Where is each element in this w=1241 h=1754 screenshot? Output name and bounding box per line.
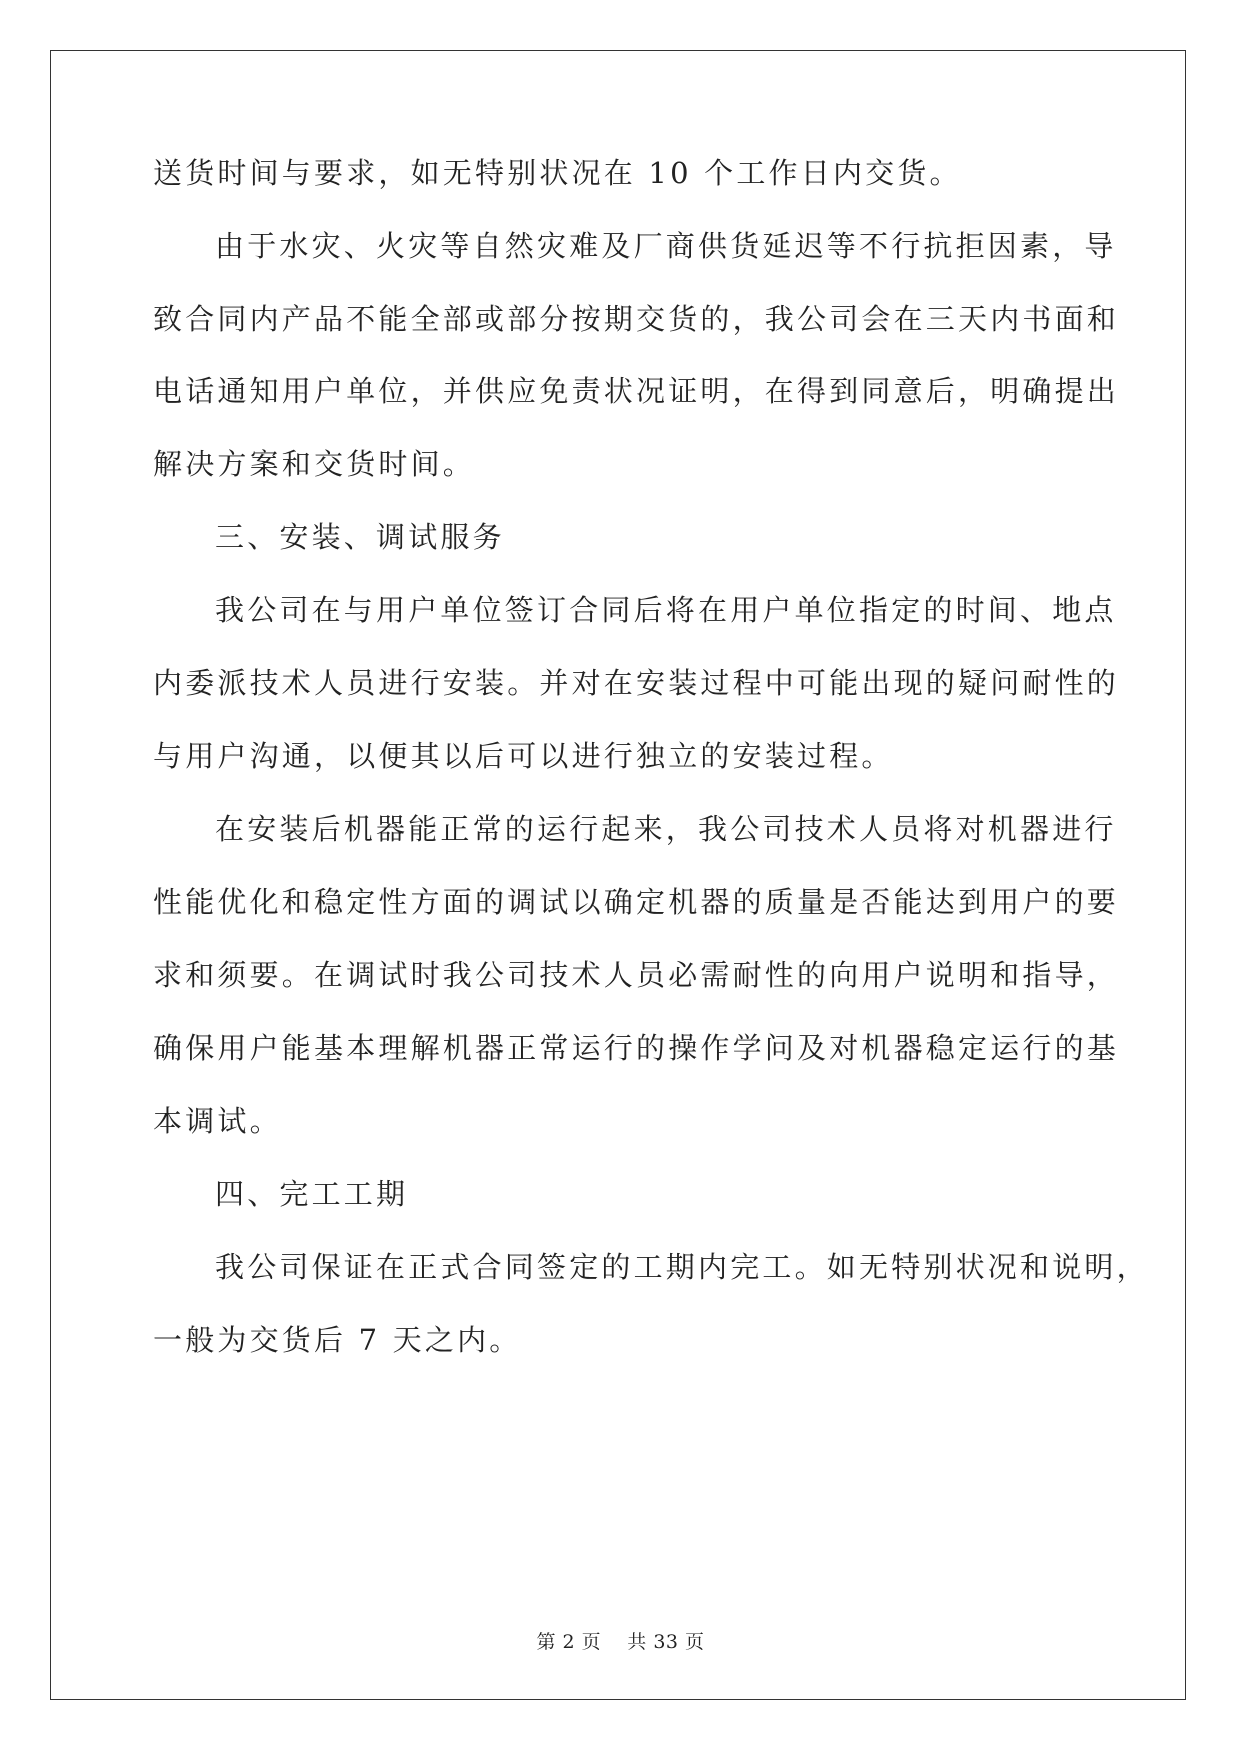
body-line: 电话通知用户单位，并供应免责状况证明，在得到同意后，明确提出 — [153, 374, 1120, 408]
page-footer: 第 2 页 共 33 页 — [536, 1631, 705, 1653]
body-line: 内委派技术人员进行安装。并对在安装过程中可能出现的疑问耐性的 — [153, 666, 1120, 700]
page-border — [50, 50, 1186, 1700]
body-line: 一般为交货后 7 天之内。 — [153, 1323, 522, 1357]
section-heading: 四、完工工期 — [215, 1177, 409, 1211]
body-line: 由于水灾、火灾等自然灾难及厂商供货延迟等不行抗拒因素，导 — [215, 229, 1117, 263]
body-line: 求和须要。在调试时我公司技术人员必需耐性的向用户说明和指导， — [153, 958, 1120, 992]
body-line: 我公司保证在正式合同签定的工期内完工。如无特别状况和说明， — [215, 1250, 1149, 1284]
body-line: 解决方案和交货时间。 — [153, 447, 476, 481]
body-line: 我公司在与用户单位签订合同后将在用户单位指定的时间、地点 — [215, 593, 1117, 627]
body-line: 本调试。 — [153, 1104, 282, 1138]
body-line: 确保用户能基本理解机器正常运行的操作学问及对机器稳定运行的基 — [153, 1031, 1120, 1065]
body-line: 在安装后机器能正常的运行起来，我公司技术人员将对机器进行 — [215, 812, 1117, 846]
body-line: 致合同内产品不能全部或部分按期交货的，我公司会在三天内书面和 — [153, 302, 1120, 336]
body-line: 性能优化和稳定性方面的调试以确定机器的质量是否能达到用户的要 — [153, 885, 1120, 919]
body-line: 送货时间与要求，如无特别状况在 10 个工作日内交货。 — [153, 156, 962, 190]
body-line: 与用户沟通，以便其以后可以进行独立的安装过程。 — [153, 739, 894, 773]
section-heading: 三、安装、调试服务 — [215, 520, 505, 554]
